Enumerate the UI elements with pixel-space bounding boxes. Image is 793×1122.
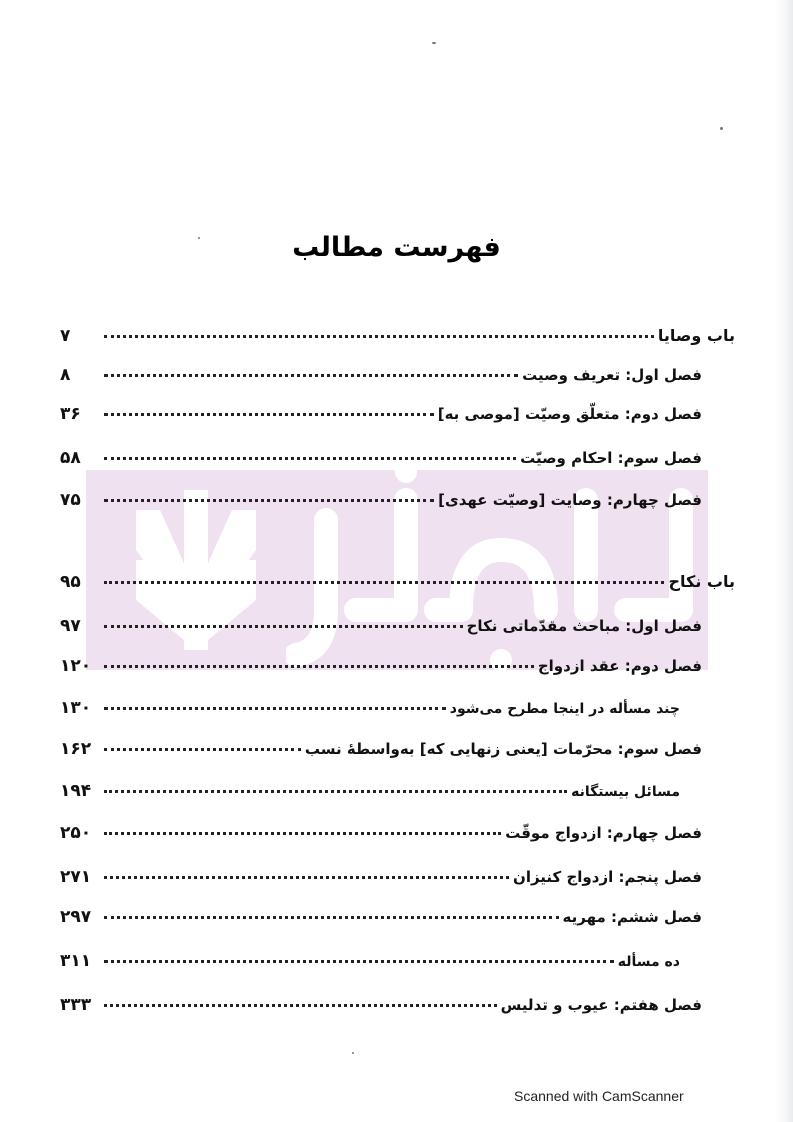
toc-entry-page: ۳۶ (60, 404, 81, 424)
dot-leader (104, 413, 434, 416)
toc-entry (60, 951, 680, 981)
toc-entry (60, 404, 702, 434)
dot-leader (104, 748, 301, 751)
toc-entry-title: ده مسأله (617, 954, 680, 970)
toc-entry-page: ۷۵ (60, 490, 81, 510)
dot-leader (104, 581, 664, 584)
dot-leader (104, 832, 501, 835)
toc-entry-title: فصل چهارم: وصایت [وصیّت عهدی] (438, 491, 702, 509)
page-title: فهرست مطالب (292, 232, 501, 263)
toc-entry-page: ۱۳۰ (60, 698, 92, 718)
toc-entry-page: ۱۹۴ (60, 781, 92, 801)
toc-entry (60, 995, 702, 1025)
toc-entry-page: ۹۷ (60, 616, 81, 636)
dot-leader (104, 960, 614, 963)
toc-entry (60, 572, 735, 602)
dot-leader (104, 374, 518, 377)
toc-entry-title: چند مسأله در اینجا مطرح می‌شود (449, 701, 680, 717)
toc-entry-page: ۲۹۷ (60, 907, 92, 927)
toc-entry-page: ۵۸ (60, 448, 81, 468)
toc-entry-title: فصل دوم: عقد ازدواج (537, 657, 702, 675)
dot-leader (104, 625, 463, 628)
toc-entry (60, 739, 702, 769)
toc-entry-title: باب نکاح (668, 572, 735, 591)
toc-entry-title: فصل ششم: مهریه (562, 908, 702, 926)
toc-entry-title: مسائل بیستگانه (571, 784, 680, 800)
toc-entry-page: ۷ (60, 326, 71, 346)
toc-entry-title: فصل پنجم: ازدواج کنیزان (513, 868, 702, 886)
toc-entry (60, 656, 702, 686)
toc-entry (60, 326, 735, 356)
dot-leader (104, 457, 516, 460)
toc-entry (60, 448, 702, 478)
dot-leader (104, 1004, 497, 1007)
toc-entry-title: فصل دوم: متعلّق وصیّت [موصی به] (437, 405, 702, 423)
toc-entry (60, 365, 702, 395)
toc-entry-page: ۸ (60, 365, 71, 385)
dot-leader (104, 665, 534, 668)
dot-leader (104, 707, 446, 710)
toc-entry (60, 867, 702, 897)
toc-entry-page: ۳۳۳ (60, 995, 92, 1015)
toc-entry (60, 698, 680, 728)
toc-entry-page: ۱۲۰ (60, 656, 92, 676)
toc-entry (60, 823, 702, 853)
toc-entry-title: فصل سوم: احکام وصیّت (520, 449, 702, 467)
toc-entry-page: ۲۷۱ (60, 867, 92, 887)
toc-entry-page: ۹۵ (60, 572, 81, 592)
toc-entry-page: ۱۶۲ (60, 739, 92, 759)
toc-entry-title: فصل چهارم: ازدواج موقّت (505, 824, 702, 842)
dot-leader (104, 876, 509, 879)
toc-entry-page: ۳۱۱ (60, 951, 92, 971)
scanner-footer: Scanned with CamScanner (514, 1088, 684, 1104)
dot-leader (104, 790, 567, 793)
toc-entry-title: فصل اول: تعریف وصیت (522, 366, 702, 384)
toc-entry (60, 907, 702, 937)
toc-entry (60, 781, 680, 811)
toc-entry (60, 616, 702, 646)
toc-entry-title: باب وصایا (657, 326, 735, 345)
toc-entry (60, 490, 702, 520)
toc-entry-title: فصل اول: مباحث مقدّماتی نکاح (466, 617, 702, 635)
dot-leader (104, 499, 434, 502)
toc-entry-title: فصل هفتم: عیوب و تدلیس (500, 996, 702, 1014)
toc-entry-page: ۲۵۰ (60, 823, 92, 843)
dot-leader (104, 916, 559, 919)
toc-entry-title: فصل سوم: محرّمات [یعنی زنهایی که] به‌واسطهٔ نسب (304, 740, 702, 758)
dot-leader (104, 335, 654, 338)
